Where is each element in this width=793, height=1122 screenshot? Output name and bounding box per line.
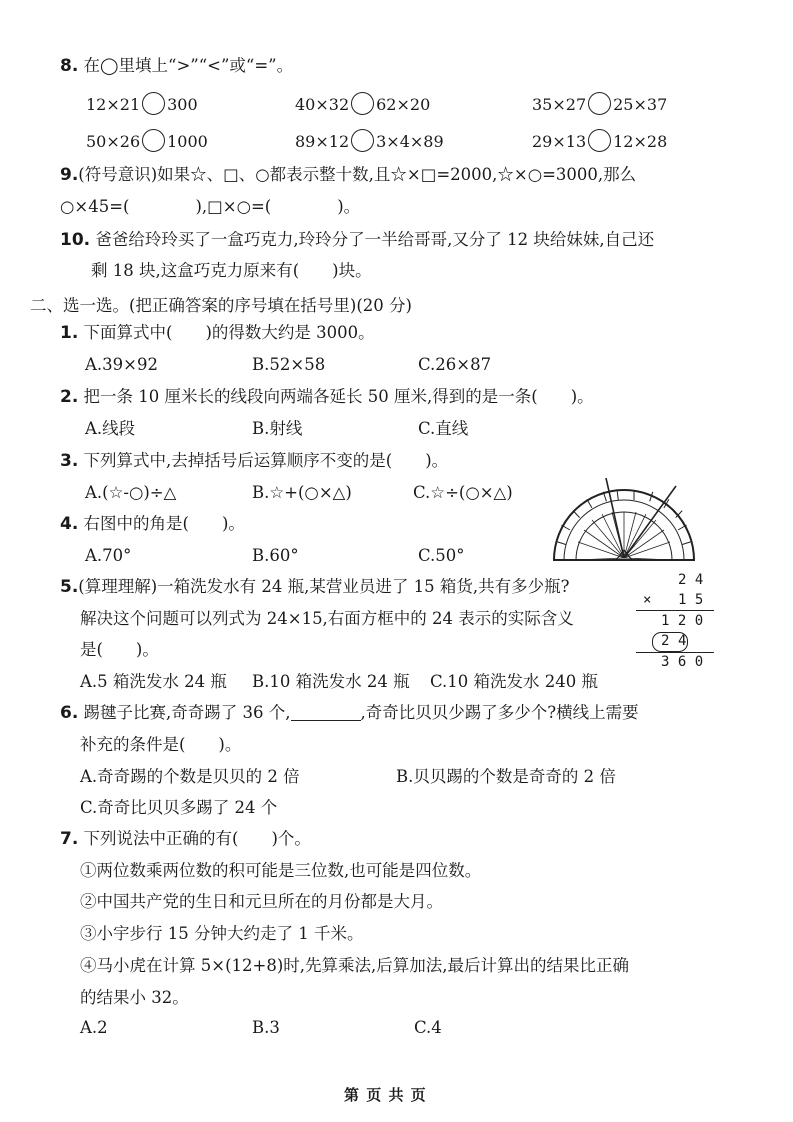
question-10 (60, 229, 654, 251)
question-5-line3: 是( )。 (80, 640, 159, 659)
angle-ray-right (624, 486, 676, 558)
protractor-rays (576, 512, 672, 560)
section-title: 二、选一选。(把正确答案的序号填在括号里)(20 分) (30, 296, 412, 315)
option-c: C.直线 (418, 419, 469, 438)
choice-question-5 (60, 576, 569, 598)
question-6-line2: 补充的条件是( )。 (80, 735, 242, 754)
question-10-line2: 剩 18 块,这盒巧克力原来有( )块。 (91, 261, 372, 280)
option-c: C.4 (414, 1018, 442, 1037)
question-5-line2: 解决这个问题可以列式为 24×15,右面方框中的 24 表示的实际含义 (80, 609, 574, 628)
question-text: 下列说法中正确的有( )个。 (83, 829, 311, 848)
question-number: 1. (60, 323, 79, 343)
question-9-line2: ○×45=( ),□×○=( )。 (60, 197, 361, 216)
option-a: A.70° (85, 546, 132, 565)
option-a: A.奇奇踢的个数是贝贝的 2 倍 (80, 767, 300, 786)
question-number: 8. (60, 56, 79, 76)
question-number: 5. (60, 577, 79, 597)
left-expr: 12×21 (86, 95, 141, 114)
vertical-row-1: 2 4 (678, 572, 704, 588)
vertical-row-3: 1 2 0 (661, 613, 704, 629)
answer-circle[interactable] (588, 92, 611, 115)
question-text: 踢毽子比赛,奇奇踢了 36 个, (83, 703, 291, 722)
option-c: C.奇奇比贝贝多踢了 24 个 (80, 798, 278, 817)
vertical-operator: × (643, 592, 652, 608)
question-number: 6. (60, 703, 79, 723)
vertical-row-4-digit: 4 (678, 633, 687, 649)
vertical-row-4-digit: 2 (661, 633, 670, 649)
page-footer: 第 页 共 页 (344, 1086, 427, 1104)
answer-circle[interactable] (588, 129, 611, 152)
choice-question-1 (60, 322, 375, 344)
option-b: B.☆+(○×△) (252, 483, 352, 502)
option-b: B.贝贝踢的个数是奇奇的 2 倍 (396, 767, 616, 786)
question-number: 3. (60, 451, 79, 471)
right-expr: 1000 (167, 132, 208, 151)
question-text: 下面算式中( )的得数大约是 3000。 (83, 323, 375, 342)
question-text: 下列算式中,去掉括号后运算顺序不变的是( )。 (83, 451, 449, 470)
vertical-row-5: 3 6 0 (661, 654, 704, 670)
compare-item (532, 92, 667, 116)
right-expr: 62×20 (376, 95, 431, 114)
compare-item (86, 92, 198, 116)
statement-4-cont: 的结果小 32。 (80, 988, 189, 1007)
left-expr: 50×26 (86, 132, 141, 151)
question-text: 右图中的角是( )。 (83, 514, 245, 533)
option-b: B.3 (252, 1018, 280, 1037)
protractor-figure (548, 470, 698, 565)
statement-4: ④马小虎在计算 5×(12+8)时,先算乘法,后算加法,最后计算出的结果比正确 (80, 956, 629, 975)
option-a: A.2 (80, 1018, 108, 1037)
compare-item (295, 129, 444, 153)
statement-1: ①两位数乘两位数的积可能是三位数,也可能是四位数。 (80, 861, 482, 880)
compare-item (532, 129, 667, 153)
answer-circle[interactable] (142, 129, 165, 152)
question-text: (符号意识)如果☆、□、○都表示整十数,且☆×□=2000,☆×○=3000,那么 (78, 165, 637, 184)
option-c: C.50° (418, 546, 465, 565)
left-expr: 89×12 (295, 132, 350, 151)
left-expr: 35×27 (532, 95, 587, 114)
question-8 (60, 55, 293, 77)
vertical-divider (636, 652, 714, 653)
statement-3: ③小宇步行 15 分钟大约走了 1 千米。 (80, 924, 364, 943)
question-number: 10. (60, 230, 91, 250)
fill-blank-line[interactable] (291, 704, 361, 721)
left-expr: 29×13 (532, 132, 587, 151)
right-expr: 12×28 (613, 132, 668, 151)
choice-question-7 (60, 828, 311, 850)
question-text: 在◯里填上“>”“<”或“=”。 (83, 56, 294, 75)
right-expr: 300 (167, 95, 198, 114)
answer-circle[interactable] (142, 92, 165, 115)
answer-circle[interactable] (351, 92, 374, 115)
choice-question-2 (60, 386, 594, 408)
vertical-row-2: 1 5 (678, 592, 704, 608)
choice-question-6 (60, 702, 639, 724)
option-c: C.26×87 (418, 355, 492, 374)
option-a: A.5 箱洗发水 24 瓶 (80, 672, 227, 691)
option-c: C.10 箱洗发水 240 瓶 (430, 672, 599, 691)
vertical-divider (636, 610, 714, 611)
option-b: B.10 箱洗发水 24 瓶 (252, 672, 410, 691)
question-text: ,奇奇比贝贝少踢了多少个?横线上需要 (360, 703, 639, 722)
compare-item (295, 92, 430, 116)
question-text: 爸爸给玲玲买了一盒巧克力,玲玲分了一半给哥哥,又分了 12 块给妹妹,自己还 (95, 230, 655, 249)
option-b: B.60° (252, 546, 299, 565)
answer-circle[interactable] (351, 129, 374, 152)
question-number: 7. (60, 829, 79, 849)
option-c: C.☆÷(○×△) (413, 483, 513, 502)
question-number: 2. (60, 387, 79, 407)
question-number: 4. (60, 514, 79, 534)
option-a: A.线段 (85, 419, 136, 438)
option-a: A.39×92 (85, 355, 158, 374)
option-b: B.52×58 (252, 355, 326, 374)
question-9 (60, 164, 636, 186)
question-number: 9. (60, 165, 79, 185)
compare-item (86, 129, 208, 153)
choice-question-4 (60, 513, 245, 535)
option-a: A.(☆-○)÷△ (85, 483, 177, 502)
right-expr: 3×4×89 (376, 132, 444, 151)
question-text: (算理理解)一箱洗发水有 24 瓶,某营业员进了 15 箱货,共有多少瓶? (78, 577, 570, 596)
option-b: B.射线 (252, 419, 303, 438)
right-expr: 25×37 (613, 95, 668, 114)
left-expr: 40×32 (295, 95, 350, 114)
choice-question-3 (60, 450, 448, 472)
question-text: 把一条 10 厘米长的线段向两端各延长 50 厘米,得到的是一条( )。 (83, 387, 594, 406)
statement-2: ②中国共产党的生日和元旦所在的月份都是大月。 (80, 892, 443, 911)
